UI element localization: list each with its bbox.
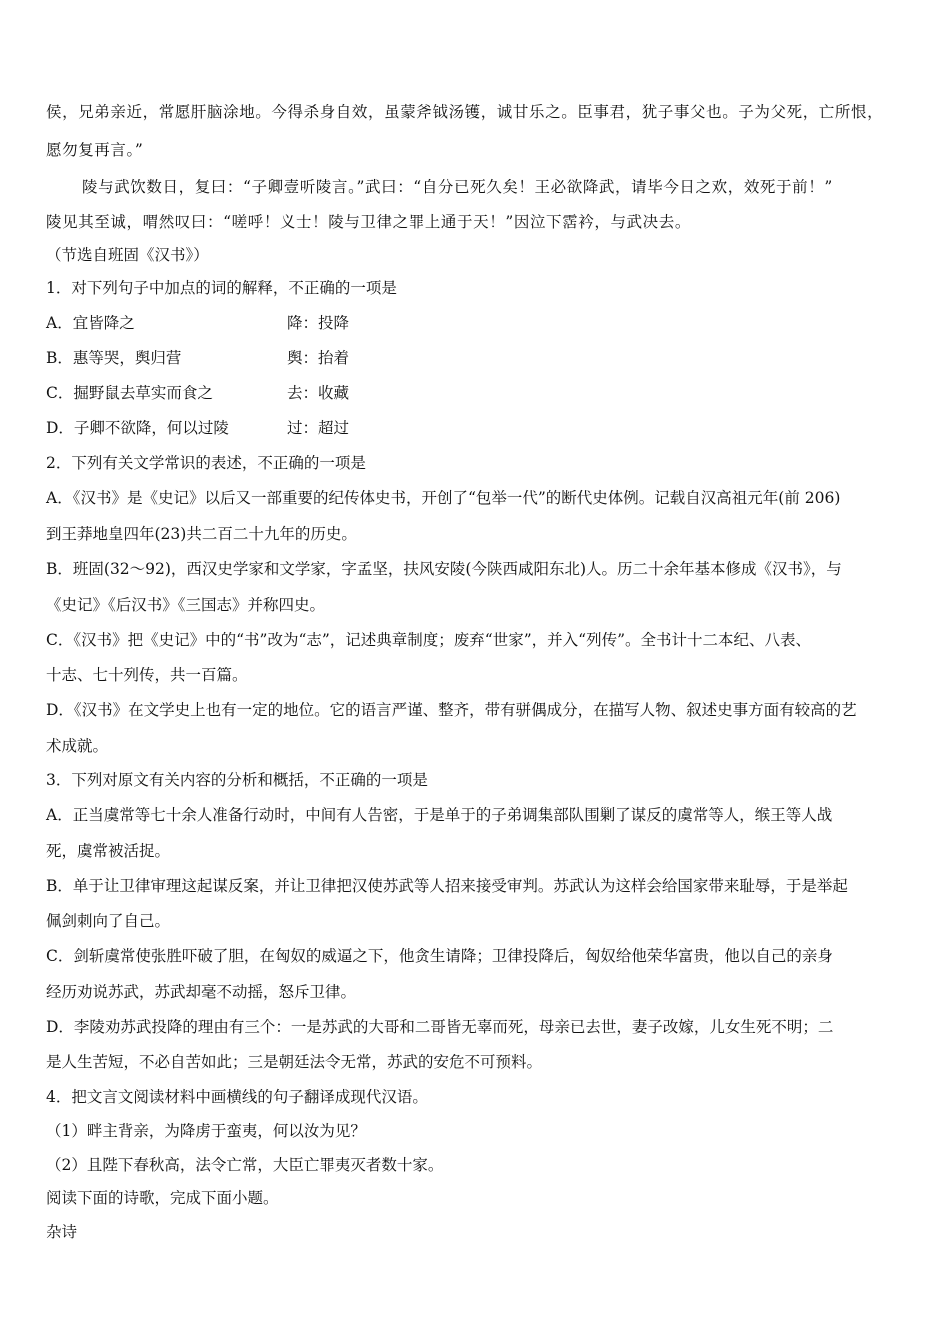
question-2-stem: 2．下列有关文学常识的表述，不正确的一项是 [46,454,366,472]
q2-option-c-cont: 十志、七十列传，共一百篇。 [46,666,248,684]
q1-option-b-gloss: 舆：抬着 [287,349,350,367]
q2-option-c: C．《汉书》把《史记》中的“书”改为“志”，记述典章制度；废弃“世家”，并入“列传”。全书计十二本纪、八表、 [46,631,812,649]
passage-source: （节选自班固《汉书》） [46,246,209,264]
q3-option-d-cont: 是人生苦短，不必自苦如此；三是朝廷法令无常，苏武的安危不可预料。 [46,1053,543,1071]
q3-option-b: B．单于让卫律审理这起谋反案，并让卫律把汉使苏武等人招来接受审判。苏武认为这样会给国家带来耻辱，于是举起 [46,877,848,895]
q1-option-a-gloss: 降：投降 [287,314,350,332]
q1-option-a: A．宜皆降之 [46,314,135,332]
poem-intro: 阅读下面的诗歌，完成下面小题。 [46,1189,279,1207]
q2-option-b-cont: 《史记》《后汉书》《三国志》并称四史。 [46,596,326,614]
q1-option-b: B．惠等哭，舆归营 [46,349,182,367]
question-4-stem: 4．把文言文阅读材料中画横线的句子翻译成现代汉语。 [46,1088,428,1106]
poem-title: 杂诗 [46,1223,78,1241]
q2-option-d: D．《汉书》在文学史上也有一定的地位。它的语言严谨、整齐，带有骈偶成分，在描写人物、叙述史事方面有较高的艺 [46,701,857,719]
q2-option-a: A．《汉书》是《史记》以后又一部重要的纪传体史书，开创了“包举一代”的断代史体例。记载自汉高祖元年(前 206) [46,489,841,507]
passage-line: 愿勿复再言。” [46,141,144,159]
q3-option-d: D．李陵劝苏武投降的理由有三个：一是苏武的大哥和二哥皆无辜而死，母亲已去世，妻子改嫁，儿女生死不明；二 [46,1018,834,1036]
q2-option-a-cont: 到王莽地皇四年(23)共二百二十九年的历史。 [46,525,357,543]
question-3-stem: 3．下列对原文有关内容的分析和概括，不正确的一项是 [46,771,428,789]
passage-line: 陵与武饮数日，复曰：“子卿壹听陵言。”武曰：“自分已死久矣！王必欲降武，请毕今日之欢，效死于前！” [82,178,833,196]
q2-option-d-cont: 术成就。 [46,737,109,755]
q3-option-c: C．剑斩虞常使张胜吓破了胆，在匈奴的威逼之下，他贪生请降；卫律投降后，匈奴给他荣华富贵，他以自己的亲身 [46,947,833,965]
q1-option-c: C．掘野鼠去草实而食之 [46,384,213,402]
passage-line: 陵见其至诚，喟然叹曰：“嗟呼！义士！陵与卫律之罪上通于天！”因泣下霑衿，与武决去。 [46,213,691,231]
passage-line: 侯，兄弟亲近，常愿肝脑涂地。今得杀身自效，虽蒙斧钺汤镬，诚甘乐之。臣事君，犹子事父也。子为父死，亡所恨， [46,103,884,121]
q3-option-a-cont: 死，虞常被活捉。 [46,842,171,860]
q4-sentence-1: （1）畔主背亲，为降虏于蛮夷，何以汝为见？ [46,1122,366,1140]
q1-option-d-gloss: 过：超过 [287,419,350,437]
q1-option-c-gloss: 去：收藏 [287,384,350,402]
q2-option-b: B．班固(32～92)，西汉史学家和文学家，字孟坚，扶风安陵(今陕西咸阳东北)人。历二十余年基本修成《汉书》，与 [46,560,842,578]
q1-option-d: D．子卿不欲降，何以过陵 [46,419,229,437]
q3-option-c-cont: 经历劝说苏武，苏武却毫不动摇，怒斥卫律。 [46,983,357,1001]
q3-option-a: A．正当虞常等七十余人准备行动时，中间有人告密，于是单于的子弟调集部队围剿了谋反的虞常等人，缑王等人战 [46,806,833,824]
q4-sentence-2: （2）且陛下春秋高，法令亡常，大臣亡罪夷灭者数十家。 [46,1156,444,1174]
q3-option-b-cont: 佩剑刺向了自己。 [46,912,171,930]
question-1-stem: 1．对下列句子中加点的词的解释，不正确的一项是 [46,279,397,297]
